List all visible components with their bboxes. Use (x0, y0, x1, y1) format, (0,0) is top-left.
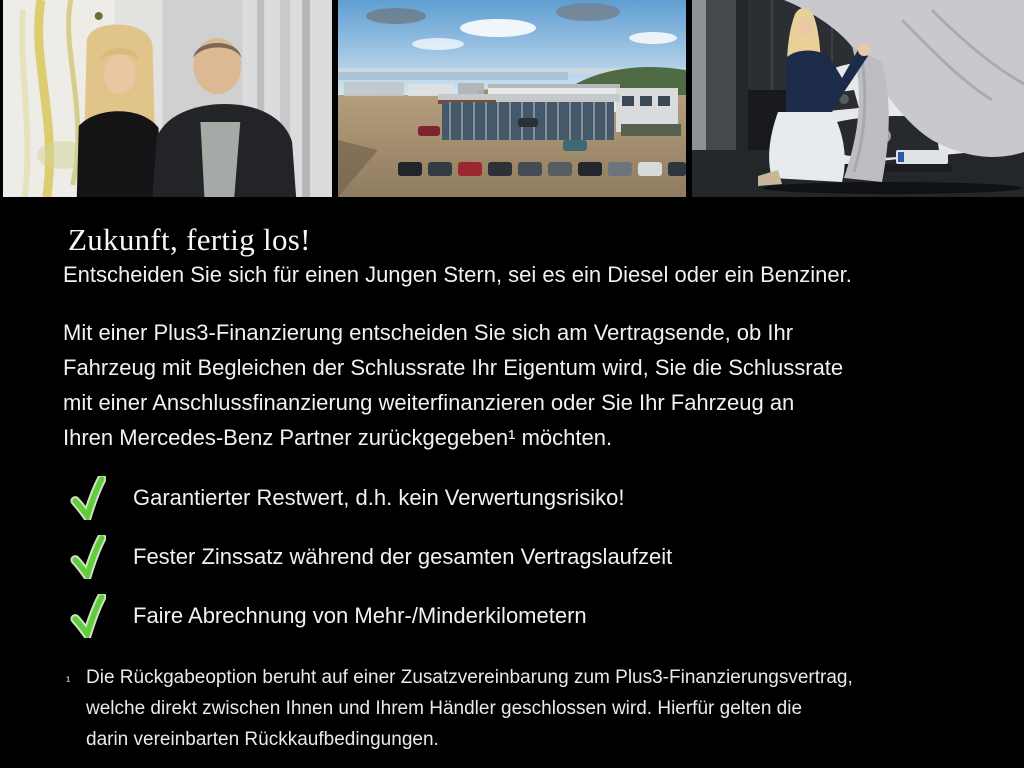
photo-team-portrait (3, 0, 332, 197)
list-item (70, 468, 1024, 527)
list-item (70, 586, 1024, 645)
benefits-list (70, 468, 1024, 645)
checkmark-icon (70, 535, 106, 579)
flyer-body (0, 222, 1024, 755)
benefit-label: Faire Abrechnung von Mehr-/Minderkilometern (133, 602, 587, 628)
dealership-aerial-illustration (338, 0, 686, 197)
footnote-line: darin vereinbarten Rückkaufbedingungen. (86, 729, 439, 750)
page-title: Zukunft, fertig los! (68, 222, 311, 257)
footnote-marker: ¹ (66, 673, 71, 688)
footnote-line: welche direkt zwischen Ihnen und Ihrem Händler geschlossen wird. Hierfür gelten die (86, 698, 803, 719)
checkmark-icon (70, 476, 106, 520)
team-portrait-illustration (3, 0, 332, 197)
paragraph-line: Mit einer Plus3-Finanzierung entscheiden Sie sich am Vertragsende, ob Ihr (63, 320, 794, 345)
paragraph-line: Ihren Mercedes-Benz Partner zurückgegeben¹ möchten. (63, 425, 613, 450)
benefit-label: Fester Zinssatz während der gesamten Vertragslaufzeit (133, 543, 673, 569)
paragraph-line: Fahrzeug mit Begleichen der Schlussrate Ihr Eigentum wird, Sie die Schlussrate (63, 355, 844, 380)
list-item (70, 527, 1024, 586)
photo-strip (0, 0, 1024, 197)
footnote (66, 662, 1024, 755)
paragraph-line: mit einer Anschlussfinanzierung weiterfinanzieren oder Sie Ihr Fahrzeug an (63, 390, 795, 415)
car-unveiling-illustration (692, 0, 1024, 197)
intro-paragraph (63, 315, 1024, 455)
subline: Entscheiden Sie sich für einen Jungen Stern, sei es ein Diesel oder ein Benziner. (63, 262, 852, 287)
checkmark-icon (70, 594, 106, 638)
photo-dealership-aerial (338, 0, 686, 197)
footnote-line: Die Rückgabeoption beruht auf einer Zusatzvereinbarung zum Plus3-Finanzierungsvertrag, (86, 667, 853, 688)
photo-car-unveiling (692, 0, 1024, 197)
benefit-label: Garantierter Restwert, d.h. kein Verwertungsrisiko! (133, 484, 625, 510)
